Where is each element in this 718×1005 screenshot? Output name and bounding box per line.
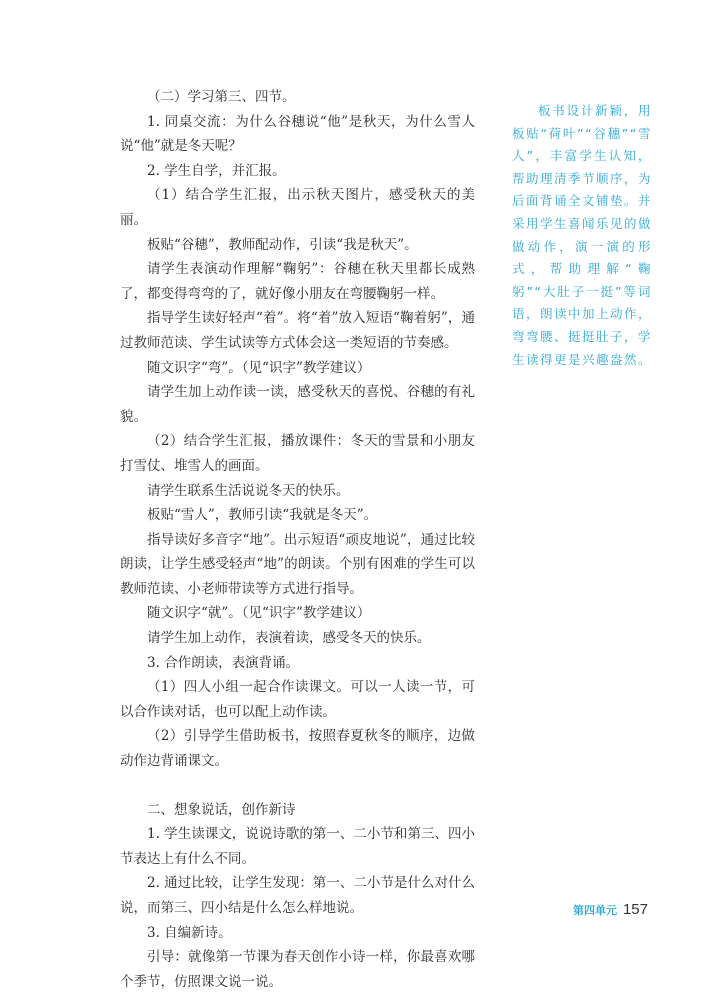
page-number: 157 [622, 901, 648, 918]
body-paragraph: （二）学习第三、四节。 [147, 89, 296, 105]
body-paragraph: 2. 通过比较，让学生发现：第一、二小节是什么对什么说，而第三、四小结是什么怎么样地说。 [120, 875, 475, 916]
body-paragraph: 请学生加上动作，表演着读，感受冬天的快乐。 [147, 630, 431, 647]
body-paragraph: 请学生表演动作理解“鞠躬”：谷穗在秋天里都长成熟了，都变得弯弯的了，就好像小朋友在弯腰鞠躬一样。 [120, 261, 475, 302]
sidebar-note [512, 100, 652, 371]
unit-label: 第四单元 [572, 904, 617, 917]
body-paragraph: 随文识字“弯”。（见“识字”教学建议） [147, 359, 371, 376]
body-paragraph: 3. 自编新诗。 [147, 924, 232, 941]
main-text [120, 85, 475, 994]
body-paragraph: 随文识字“就”。（见“识字”教学建议） [147, 605, 371, 622]
body-paragraph: 二、想象说话，创作新诗 [147, 801, 296, 818]
body-paragraph: 2. 学生自学，并汇报。 [147, 162, 286, 179]
body-paragraph: 指导读好多音字“地”。出示短语“顽皮地说”，通过比较朗读，让学生感受轻声“地”的朗读。个别有困难的学生可以教师范读、小老师带读等方式进行指导。 [120, 531, 475, 597]
body-paragraph: 指导学生读好轻声“着”。将“着”放入短语“鞠着躬”，通过教师范读、学生试读等方式体会这一类短语的节奏感。 [120, 310, 475, 351]
body-paragraph: 请学生加上动作读一读，感受秋天的喜悦、谷穗的有礼貌。 [120, 384, 475, 425]
body-paragraph: 1. 学生读课文，说说诗歌的第一、二小节和第三、四小节表达上有什么不同。 [120, 826, 475, 867]
body-paragraph: 3. 合作朗读，表演背诵。 [147, 654, 300, 671]
section-spacer [120, 774, 475, 798]
body-paragraph: （1）结合学生汇报，出示秋天图片，感受秋天的美丽。 [120, 187, 475, 228]
body-paragraph: （1）四人小组一起合作读课文。可以一人读一节，可以合作读对话，也可以配上动作读。 [120, 679, 475, 720]
body-paragraph: 引导：就像第一节课为春天创作小诗一样，你最喜欢哪个季节，仿照课文说一说。 [120, 949, 475, 990]
body-paragraph: 1. 同桌交流：为什么谷穗说“他”是秋天，为什么雪人说“他”就是冬天呢？ [120, 113, 475, 155]
body-paragraph: 板贴“谷穗”，教师配动作，引读“我是秋天”。 [147, 236, 418, 253]
body-paragraph: （2）引导学生借助板书，按照春夏秋冬的顺序，边做动作边背诵课文。 [120, 728, 475, 770]
sidebar-note-text: 板书设计新颖，用板贴“荷叶”“谷穗”“雪人”，丰富学生认知，帮助理清季节顺序，为后面背诵全文铺垫。并采用学生喜闻乐见的做做动作，演一演的形式，帮助理解“鞠躬”“大肚子一挺”等词语，朗读中加上动作，弯弯腰、挺挺肚子，学生读得更是兴趣盎然。 [512, 103, 653, 367]
body-paragraph: 请学生联系生活说说冬天的快乐。 [147, 482, 350, 499]
body-paragraph: （2）结合学生汇报，播放课件：冬天的雪景和小朋友打雪仗、堆雪人的画面。 [120, 433, 475, 474]
body-paragraph: 板贴“雪人”，教师引读“我就是冬天”。 [147, 507, 378, 524]
page-footer [573, 901, 648, 918]
